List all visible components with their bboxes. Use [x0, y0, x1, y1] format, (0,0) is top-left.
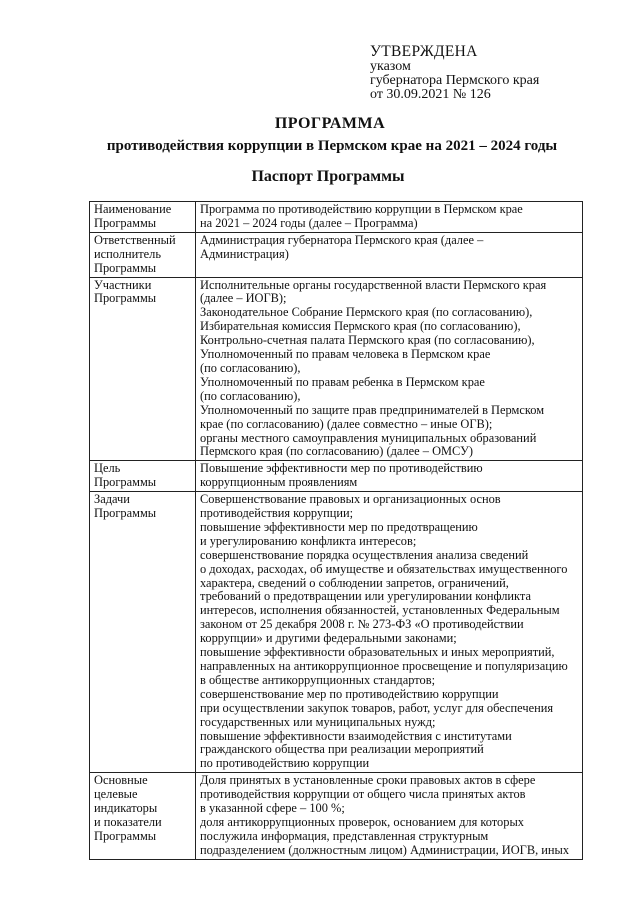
row-content-line: подразделением (должностным лицом) Администрации, ИОГВ, иных [200, 842, 570, 857]
row-content [196, 277, 583, 461]
approval-stamp [370, 44, 539, 102]
row-label-line: Наименование [94, 202, 172, 216]
row-content-line: повышение эффективности образовательных и иных мероприятий, [200, 645, 555, 660]
document-subtitle: противодействия коррупции в Пермском крае на 2021 – 2024 годы [106, 138, 558, 154]
row-content-line: на 2021 – 2024 годы (далее – Программа) [200, 215, 418, 230]
row-content-line: Повышение эффективности мер по противодействию [200, 461, 483, 476]
approval-status: УТВЕРЖДЕНА [370, 43, 478, 60]
row-label-line: Программы [94, 291, 157, 306]
row-content-line: о доходах, расходах, об имуществе и обязательствах имущественного [200, 561, 568, 576]
row-label-line: Программы [94, 506, 157, 521]
row-content-line: Администрация) [200, 246, 289, 261]
row-label-line: целевые [94, 787, 138, 802]
row-content [196, 492, 583, 773]
row-label-line: Программы [94, 475, 157, 490]
approval-date-number: от 30.09.2021 № 126 [370, 87, 491, 102]
row-content-line: Избирательная комиссия Пермского края (по согласованию), [200, 319, 521, 334]
row-label-line: исполнитель [94, 246, 161, 261]
row-label-line: индикаторы [94, 801, 158, 816]
passport-row-name [90, 202, 583, 233]
row-label-line: и показатели [94, 814, 162, 829]
row-content-line: Программа по противодействию коррупции в Пермском крае [200, 202, 523, 216]
row-content-line: и урегулированию конфликта интересов; [200, 533, 417, 548]
row-content-line: противодействия коррупции от общего числа принятых актов [200, 787, 526, 802]
row-content [196, 461, 583, 492]
row-label-line: Цель [94, 461, 121, 476]
row-content-line: (по согласованию), [200, 388, 301, 403]
row-content-line: повышение эффективности мер по предотвращению [200, 519, 478, 534]
passport-row-participants [90, 277, 583, 461]
row-content-line: совершенствование порядка осуществления анализа сведений [200, 547, 529, 562]
row-content-line: Совершенствование правовых и организационных основ [200, 492, 501, 507]
row-label [90, 492, 196, 773]
passport-row-goal [90, 461, 583, 492]
row-label-line: Ответственный [94, 232, 176, 247]
row-label-line: Участники [94, 277, 152, 292]
row-content-line: Исполнительные органы государственной власти Пермского края [200, 277, 547, 292]
row-content-line: органы местного самоуправления муниципальных образований [200, 430, 537, 445]
row-content-line: интересов, исполнения обязанностей, установленных Федеральным [200, 603, 560, 618]
row-label [90, 277, 196, 461]
row-label-line: Задачи [94, 492, 130, 507]
row-content-line: Уполномоченный по защите прав предпринимателей в Пермском [200, 402, 545, 417]
row-content-line: направленных на антикоррупционное просвещение и популяризацию [200, 659, 568, 673]
row-content-line: Уполномоченный по правам ребенка в Пермском крае [200, 374, 485, 389]
row-content-line: совершенствование мер по противодействию коррупции [200, 686, 499, 701]
row-content-line: государственных или муниципальных нужд; [200, 714, 436, 729]
row-content-line: Уполномоченный по правам человека в Пермском крае [200, 347, 491, 362]
row-content-line: по противодействию коррупции [200, 756, 370, 771]
passport-table [89, 201, 583, 860]
row-content-line: Администрация губернатора Пермского края (далее – [200, 232, 484, 247]
row-content-line: характера, сведений о соблюдении запретов, ограничений, [200, 575, 509, 590]
row-content-line: в обществе антикоррупционных стандартов; [200, 672, 436, 687]
row-content-line: повышение эффективности взаимодействия с институтами [200, 728, 512, 743]
row-content-line: законом от 25 декабря 2008 г. № 273-ФЗ «О противодействии [200, 617, 524, 632]
document-title: ПРОГРАММА [274, 115, 386, 132]
row-content-line: Законодательное Собрание Пермского края (по согласованию), [200, 305, 533, 320]
row-content-line: Пермского края (по согласованию) (далее – ОМСУ) [200, 444, 474, 459]
row-label-line: Программы [94, 828, 157, 843]
row-label-line: Программы [94, 215, 157, 230]
passport-row-tasks [90, 492, 583, 773]
row-content-line: послужила информация, представленная структурным [200, 828, 489, 843]
row-content-line: (далее – ИОГВ); [200, 291, 287, 306]
row-content [196, 202, 583, 233]
row-content-line: (по согласованию), [200, 360, 301, 375]
row-content-line: требований о предотвращении или урегулировании конфликта [200, 589, 531, 604]
row-label-line: Программы [94, 260, 157, 275]
row-content-line: Контрольно-счетная палата Пермского края (по согласованию), [200, 333, 535, 348]
row-content-line: крае (по согласованию) (далее совместно – иные ОГВ); [200, 416, 493, 431]
passport-row-indicators [90, 773, 583, 859]
passport-row-responsible [90, 232, 583, 277]
row-label [90, 773, 196, 859]
approval-issuer: губернатора Пермского края [370, 73, 540, 88]
row-content-line: доля антикоррупционных проверок, основанием для которых [200, 814, 524, 829]
passport-heading: Паспорт Программы [251, 168, 405, 185]
row-content [196, 232, 583, 277]
row-content-line: при осуществлении закупок товаров, работ, услуг для обеспечения [200, 700, 554, 715]
row-content-line: Доля принятых в установленные сроки правовых актов в сфере [200, 773, 536, 788]
row-content-line: коррупционным проявлениям [200, 475, 358, 490]
row-content-line: в указанной сфере – 100 %; [200, 801, 345, 816]
row-content-line: гражданского общества при реализации мероприятий [200, 742, 484, 757]
row-label [90, 461, 196, 492]
approval-act: указом [370, 59, 411, 74]
row-label-line: Основные [94, 773, 148, 788]
row-content [196, 773, 583, 859]
row-content-line: коррупции» и другими федеральными законами; [200, 631, 457, 646]
row-content-line: противодействия коррупции; [200, 506, 354, 521]
row-label [90, 232, 196, 277]
row-label [90, 202, 196, 233]
